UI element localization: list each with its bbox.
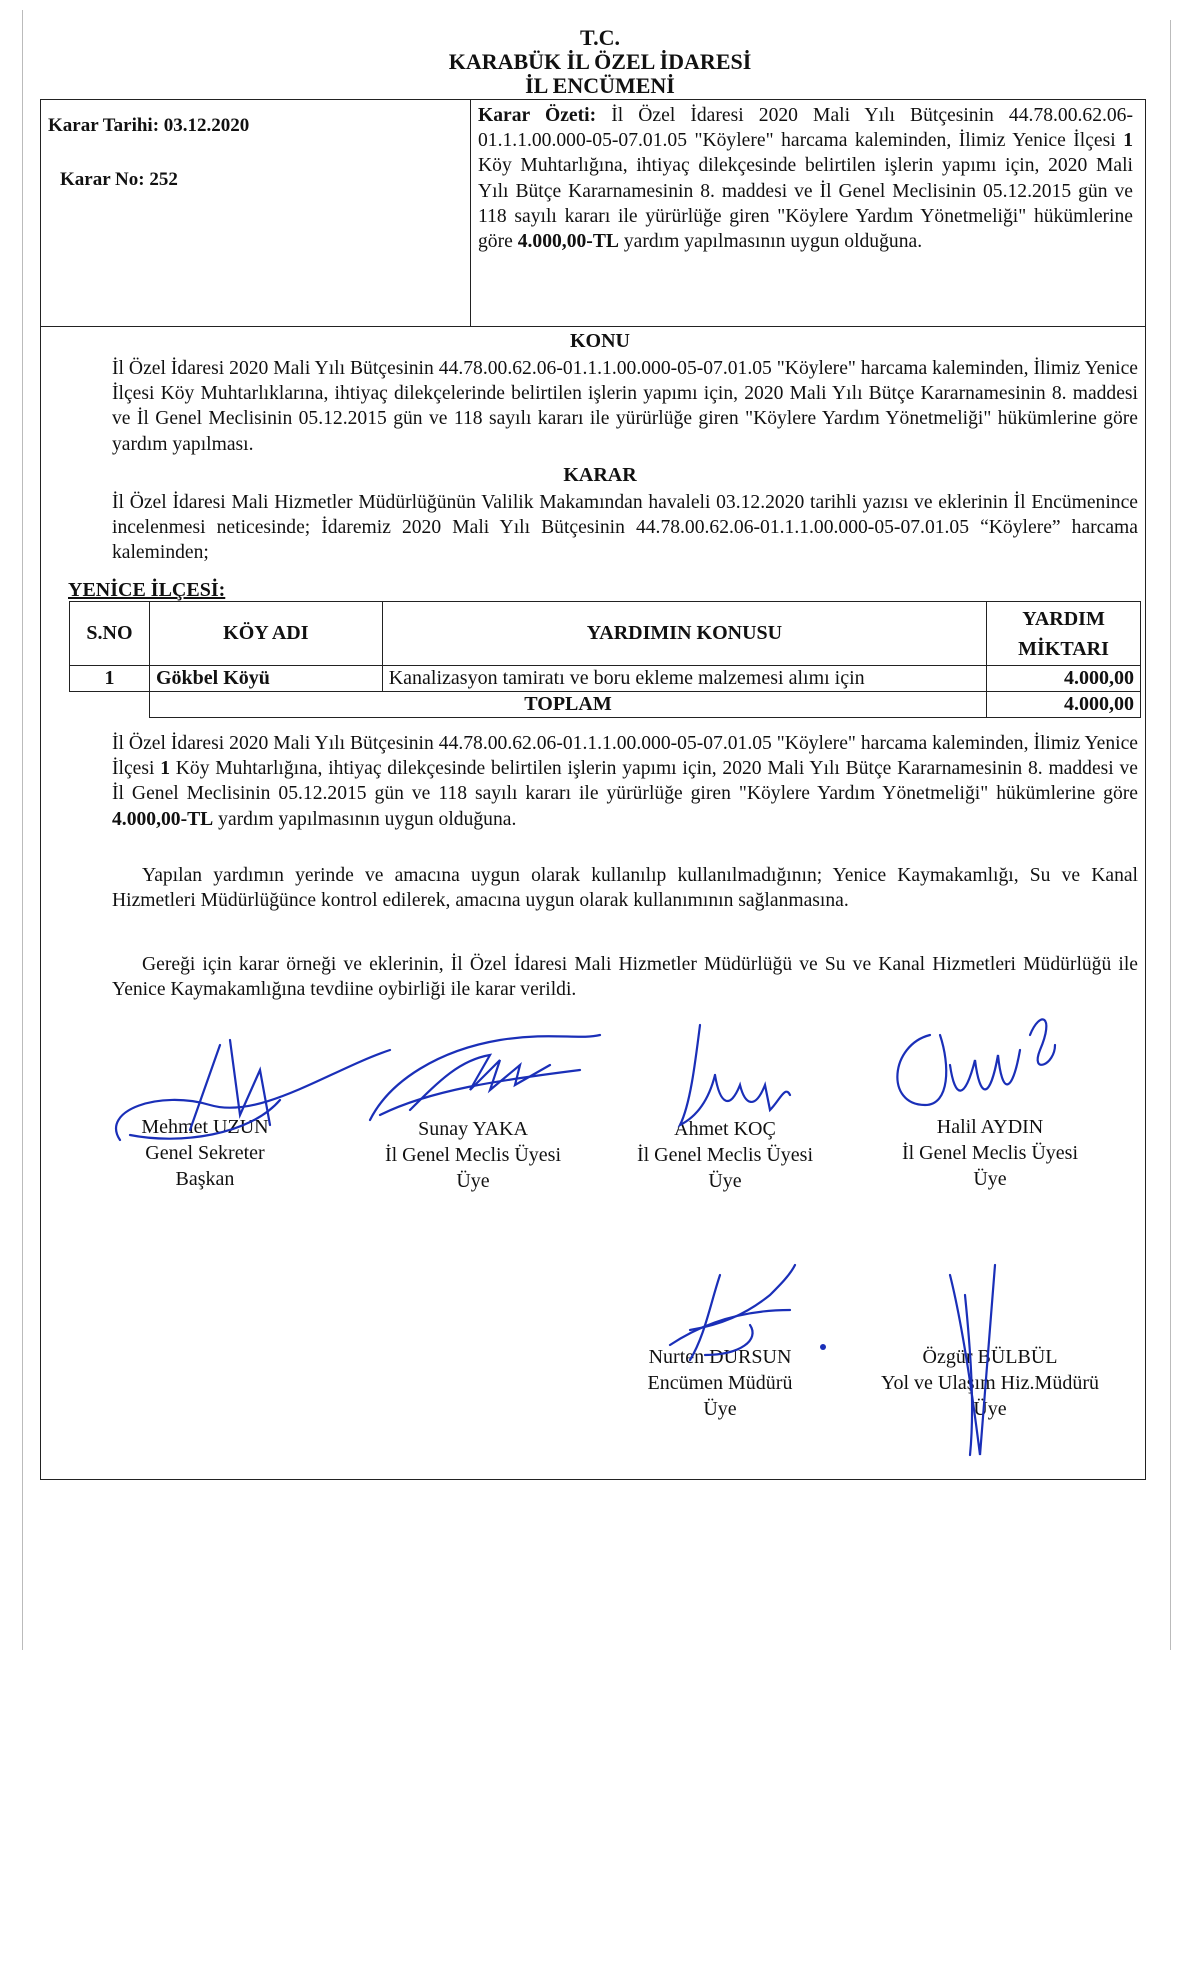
decision-number: Karar No: 252 <box>60 169 178 190</box>
header-council: İL ENCÜMENİ <box>525 73 675 98</box>
signer-title: Yol ve Ulaşım Hiz.Müdürü <box>881 1372 1099 1394</box>
col-header-amount <box>987 602 1141 666</box>
ink-dot <box>820 1344 826 1350</box>
col-header-village: KÖY ADI <box>149 602 382 666</box>
header-institution: KARABÜK İL ÖZEL İDARESİ <box>448 49 752 74</box>
table-row <box>70 666 1141 692</box>
signer-name: Özgür BÜLBÜL <box>922 1346 1058 1368</box>
konu-title: KONU <box>570 330 630 352</box>
summary-label: Karar Özeti: <box>478 105 597 126</box>
signature-scribble-2 <box>350 1020 610 1130</box>
signer-role: Üye <box>456 1170 490 1192</box>
row-village: Gökbel Köyü <box>149 666 382 692</box>
summary-count: 1 <box>1123 130 1133 152</box>
distribution-paragraph <box>112 952 1138 1002</box>
col-header-amount-line1: YARDIM <box>1022 607 1105 630</box>
signer-role: Üye <box>703 1398 737 1420</box>
karar-title: KARAR <box>563 464 637 486</box>
col-header-sno: S.NO <box>70 602 150 666</box>
signer-name: Sunay YAKA <box>418 1118 528 1140</box>
row-amount: 4.000,00 <box>987 666 1141 692</box>
signer-name: Halil AYDIN <box>936 1116 1044 1138</box>
district-label: YENİCE İLÇESİ: <box>68 579 226 601</box>
decision-amount: 4.000,00-TL <box>112 808 214 830</box>
summary-text-2: Köy Muhtarlığına, ihtiyaç dilekçesinde belirtilen işlerin yapımı için, 2020 Mali Yılı Bütçe Kararnamesinin 8. maddesi ve İl Genel Meclisinin 05.12.2015 gün ve 118 sayılı kararı ile yürürlüğe giren "Köylere Yardım Yönetmeliği" hükümlerine göre <box>478 155 1133 253</box>
signer-role: Üye <box>973 1168 1007 1190</box>
signer-title: Genel Sekreter <box>145 1142 265 1164</box>
total-label: TOPLAM <box>149 692 986 718</box>
signer-name: Ahmet KOÇ <box>674 1118 776 1140</box>
signer-role: Başkan <box>175 1168 235 1190</box>
table-header-row <box>70 602 1141 666</box>
signer-title: Encümen Müdürü <box>647 1372 793 1394</box>
signer-name: Mehmet UZUN <box>141 1116 269 1138</box>
aid-table <box>69 601 1141 718</box>
header-tc: T.C. <box>580 25 620 50</box>
decision-text-2: Köy Muhtarlığına, ihtiyaç dilekçesinde belirtilen işlerin yapımı için, 2020 Mali Yılı Bütçe Kararnamesinin 8. maddesi ve İl Genel Meclisinin 05.12.2015 gün ve 118 sayılı kararı ile yürürlüğe giren "Köylere Yardım Yönetmeliği" hükümlerine göre <box>112 758 1138 805</box>
decision-text-3: yardım yapılmasının uygun olduğuna. <box>213 808 517 830</box>
signer-name: Nurten DURSUN <box>648 1346 792 1368</box>
total-value: 4.000,00 <box>987 692 1141 718</box>
signature-scribble-6 <box>940 1255 1020 1475</box>
signer-role: Üye <box>708 1170 742 1192</box>
signature-scribble-5 <box>650 1255 810 1365</box>
decision-summary <box>478 103 1133 254</box>
signer-title: İl Genel Meclis Üyesi <box>384 1144 562 1166</box>
summary-amount: 4.000,00-TL <box>517 231 619 253</box>
header-divider <box>470 99 471 327</box>
decision-count: 1 <box>160 758 170 780</box>
row-sno: 1 <box>70 666 150 692</box>
control-paragraph <box>112 863 1138 913</box>
scan-edge-right <box>1170 20 1171 1650</box>
control-text: Yapılan yardımın yerinde ve amacına uygun olarak kullanılıp kullanılmadığının; Yenice Kaymakamlığı, Su ve Kanal Hizmetleri Müdürlüğünce kontrol edilerek, amacına uygun olarak kullanımının sağlanmasına. <box>112 865 1138 912</box>
total-empty-cell <box>70 692 150 718</box>
col-header-subject: YARDIMIN KONUSU <box>382 602 986 666</box>
table-total-row <box>70 692 1141 718</box>
summary-text-1: İl Özel İdaresi 2020 Mali Yılı Bütçesinin 44.78.00.62.06-01.1.1.00.000-05-07.01.05 "Köylere" harcama kaleminden, İlimiz Yenice İlçesi <box>478 105 1134 152</box>
signer-title: İl Genel Meclis Üyesi <box>636 1144 814 1166</box>
scan-edge-left <box>22 10 23 1650</box>
signer-title: İl Genel Meclis Üyesi <box>901 1142 1079 1164</box>
signature-scribble-3 <box>660 1015 810 1135</box>
distribution-text: Gereği için karar örneği ve eklerinin, İl Özel İdaresi Mali Hizmetler Müdürlüğü ve Su ve Kanal Hizmetleri Müdürlüğü ile Yenice Kaymakamlığına tevdiine oybirliği ile karar verildi. <box>112 954 1138 1001</box>
konu-text: İl Özel İdaresi 2020 Mali Yılı Bütçesinin 44.78.00.62.06-01.1.1.00.000-05-07.01.05 "Köylere" harcama kaleminden, İlimiz Yenice İlçesi Köy Muhtarlıklarına, ihtiyaç dilekçelerinde belirtilen işlerin yapımı için, 2020 Mali Yılı Bütçe Kararnamesinin 8. maddesi ve İl Genel Meclisinin 05.12.2015 gün ve 118 sayılı kararı ile yürürlüğe giren "Köylere Yardım Yönetmeliği" hükümlerine göre yardım yapılması. <box>112 358 1138 455</box>
col-header-amount-line2: MİKTARI <box>1018 637 1109 660</box>
decision-date: Karar Tarihi: 03.12.2020 <box>48 115 250 136</box>
decision-text-1: İl Özel İdaresi 2020 Mali Yılı Bütçesinin 44.78.00.62.06-01.1.1.00.000-05-07.01.05 "Köylere" harcama kaleminden, İlimiz Yenice İlçesi <box>112 733 1138 780</box>
karar-text: İl Özel İdaresi Mali Hizmetler Müdürlüğünün Valilik Makamından havaleli 03.12.2020 tarihli yazısı ve eklerinin İl Encümenince incelenmesi neticesinde; İdaremiz 2020 Mali Yılı Bütçesinin 44.78.00.62.06-01.1.1.00.000-05-07.01.05 “Köylere” harcama kaleminden; <box>112 492 1138 564</box>
row-subject: Kanalizasyon tamiratı ve boru ekleme malzemesi alımı için <box>382 666 986 692</box>
summary-text-3: yardım yapılmasının uygun olduğuna. <box>618 231 923 253</box>
signature-scribble-4 <box>880 1005 1060 1115</box>
signature-block-4 <box>865 1114 1115 1192</box>
signer-role: Üye <box>973 1398 1007 1420</box>
summary-bottom-line <box>40 326 1146 327</box>
decision-text <box>112 731 1138 832</box>
